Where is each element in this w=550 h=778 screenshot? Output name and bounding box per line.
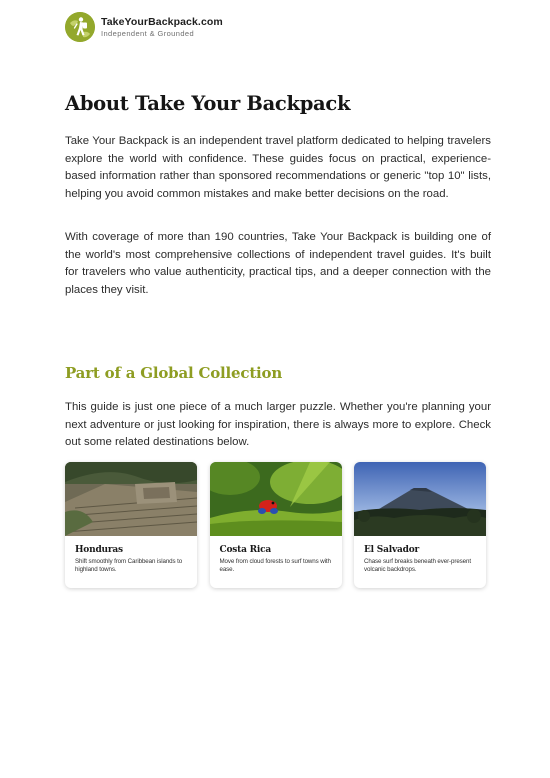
about-paragraph-2: With coverage of more than 190 countries, Take Your Backpack is building one of the world's most comprehensive collections of independent travel guides. It's built for travelers who value authenticity, practical tips, and a deeper connection with the places they visit. <box>65 231 491 296</box>
card-title: Costa Rica <box>219 545 272 555</box>
site-header <box>65 12 223 42</box>
brand-tagline: Independent & Grounded <box>101 28 195 38</box>
about-title: About Take Your Backpack <box>65 92 351 115</box>
destination-cards <box>65 462 486 588</box>
card-description: Chase surf breaks beneath ever-present volcanic backdrops. <box>364 558 471 573</box>
brand <box>101 17 223 37</box>
brand-name[interactable]: TakeYourBackpack.com <box>101 16 223 28</box>
collection-title: Part of a Global Collection <box>65 364 283 382</box>
destination-card-costa-rica[interactable] <box>210 462 342 588</box>
card-description: Shift smoothly from Caribbean islands to highland towns. <box>75 558 183 573</box>
costa-rica-frog-image <box>210 462 342 536</box>
el-salvador-volcano-image <box>354 462 486 536</box>
card-description: Move from cloud forests to surf towns with ease. <box>219 558 331 573</box>
card-title: El Salvador <box>364 545 420 555</box>
honduras-ruins-image <box>65 462 197 536</box>
card-title: Honduras <box>75 545 123 555</box>
destination-card-honduras[interactable] <box>65 462 197 588</box>
destination-card-el-salvador[interactable] <box>354 462 486 588</box>
about-paragraph-1: Take Your Backpack is an independent travel platform dedicated to helping travelers explore the world with confidence. These guides focus on practical, experience-based information rather than sponsored recommendations or generic "top 10" lists, helping you avoid common mistakes and make better decisions on the road. <box>65 135 491 200</box>
collection-paragraph: This guide is just one piece of a much larger puzzle. Whether you're planning your next adventure or just looking for inspiration, there is always more to explore. Check out some related destinations below. <box>65 401 491 448</box>
hiker-globe-icon[interactable] <box>65 12 95 42</box>
